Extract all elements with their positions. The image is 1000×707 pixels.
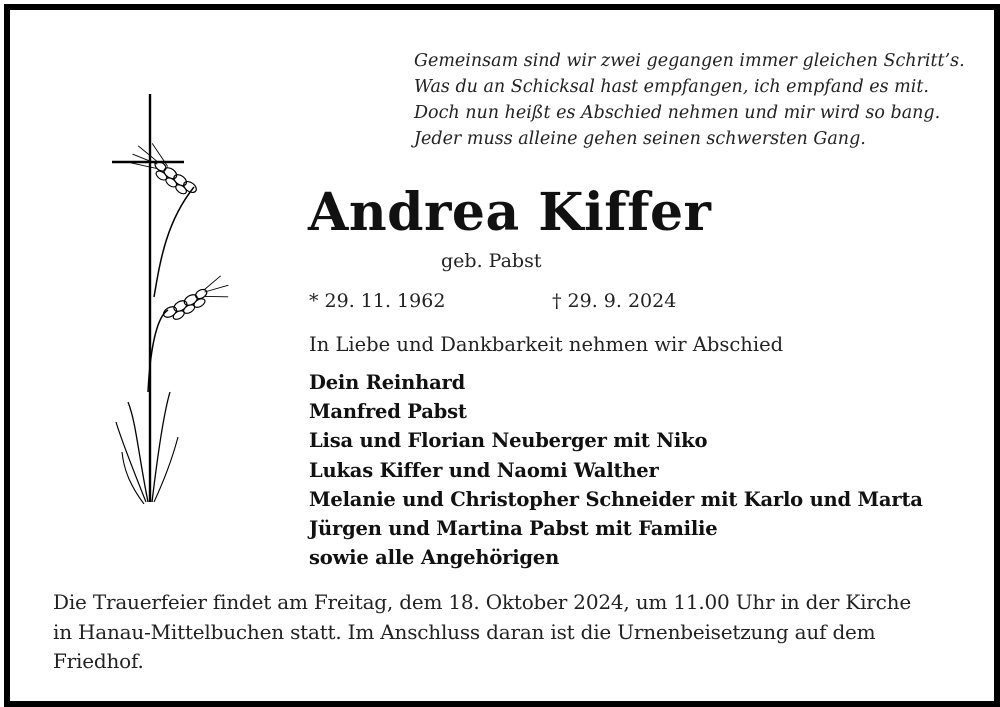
death-date: † 29. 9. 2024 (552, 290, 677, 312)
service-line: in Hanau-Mittelbuchen statt. Im Anschluss daran ist die Urnenbeisetzung auf dem (53, 619, 876, 644)
deceased-name: Andrea Kiffer (308, 182, 712, 243)
mourner-entry: Melanie und Christopher Schneider mit Karlo und Marta (309, 487, 923, 511)
mourner-entry: Manfred Pabst (309, 400, 467, 424)
poem-line: Jeder muss alleine gehen seinen schwersten Gang. (414, 129, 866, 149)
birth-date: * 29. 11. 1962 (309, 290, 446, 312)
service-line: Die Trauerfeier findet am Freitag, dem 18. Oktober 2024, um 11.00 Uhr in der Kirche (53, 590, 911, 614)
poem (414, 48, 965, 152)
mourner-entry: Lukas Kiffer und Naomi Walther (309, 458, 659, 482)
poem-line: Gemeinsam sind wir zwei gegangen immer gleichen Schritt’s. (414, 51, 965, 71)
mourners-list (309, 368, 923, 572)
mourner-entry: Lisa und Florian Neuberger mit Niko (309, 429, 708, 453)
farewell-text: In Liebe und Dankbarkeit nehmen wir Abschied (309, 333, 784, 356)
service-info (53, 588, 953, 677)
mourner-entry: sowie alle Angehörigen (309, 546, 560, 570)
mourner-entry: Dein Reinhard (309, 371, 466, 394)
service-line: Friedhof. (53, 649, 144, 673)
poem-line: Was du an Schicksal hast empfangen, ich empfand es mit. (414, 77, 929, 97)
poem-line: Doch nun heißt es Abschied nehmen und mir wird so bang. (414, 103, 941, 123)
mourner-entry: Jürgen und Martina Pabst mit Familie (309, 517, 718, 541)
cross-with-wheat-icon (108, 92, 233, 504)
birth-name: geb. Pabst (441, 250, 542, 272)
